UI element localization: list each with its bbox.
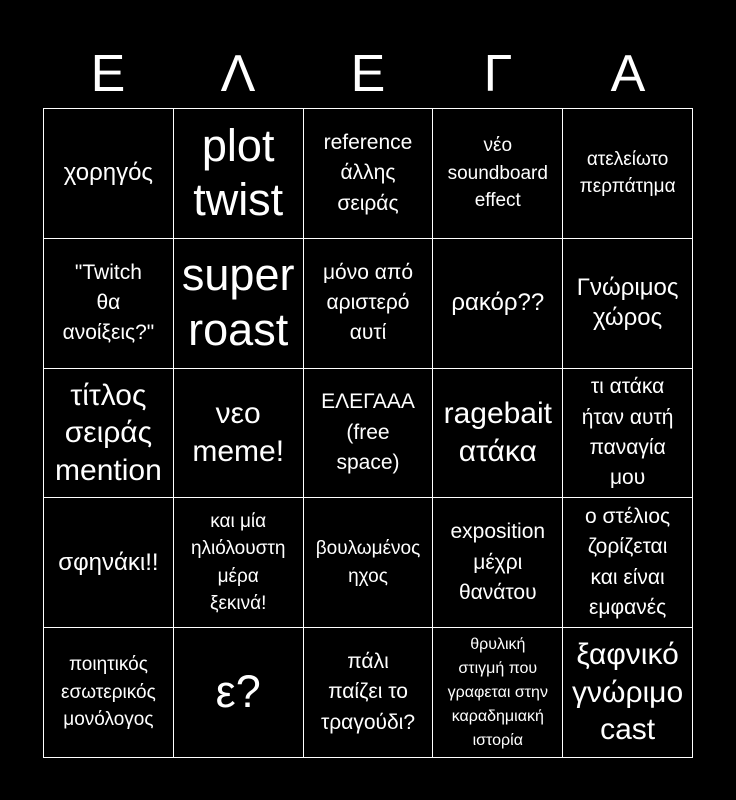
cell-text: σφηνάκι!! [58, 548, 159, 576]
bingo-cell[interactable] [563, 369, 693, 499]
bingo-cell[interactable] [304, 109, 434, 239]
cell-text: νεο meme! [192, 397, 285, 468]
header-letter: Ε [350, 45, 386, 103]
cell-text: τι ατάκα ήταν αυτή παναγία μου [581, 375, 674, 490]
cell-text: και μία ηλιόλουστη μέρα ξεκινά! [190, 510, 286, 615]
cell-text: ΕΛΕΓΑΑΑ (free space) [321, 390, 415, 475]
bingo-cell[interactable] [563, 239, 693, 369]
cell-text: exposition μέχρι θανάτου [450, 520, 546, 604]
cell-text: ξαφνικό γνώριμο cast [572, 638, 684, 747]
bingo-cell[interactable] [304, 498, 434, 628]
bingo-cell[interactable] [433, 369, 563, 499]
cell-text: θρυλική στιγμή που γραφεται στην καραδημιακή ιστορία [447, 635, 548, 749]
bingo-header [43, 40, 693, 108]
bingo-cell[interactable] [174, 239, 304, 369]
cell-text: πάλι παίζει το τραγούδι? [320, 649, 416, 734]
bingo-board [43, 108, 693, 758]
cell-text: Γνώριμος χώρος [576, 274, 679, 332]
bingo-cell[interactable] [433, 109, 563, 239]
bingo-cell[interactable] [44, 109, 174, 239]
bingo-cell[interactable] [174, 498, 304, 628]
cell-text: ο στέλιος ζορίζεται και είναι εμφανές [585, 504, 671, 620]
bingo-cell[interactable] [563, 628, 693, 758]
cell-text: plot twist [193, 119, 284, 226]
cell-text: super roast [181, 249, 295, 356]
cell-text: ποιητικός εσωτερικός μονόλογος [61, 654, 156, 731]
bingo-cell[interactable] [304, 628, 434, 758]
bingo-cell[interactable] [433, 498, 563, 628]
bingo-cell[interactable] [44, 369, 174, 499]
cell-text: βουλωμένος ηχος [315, 538, 421, 587]
cell-text: ragebait ατάκα [443, 397, 552, 468]
cell-text: χορηγός [63, 159, 153, 187]
cell-text: "Twitch θα ανοίξεις?" [62, 260, 155, 345]
bingo-cell[interactable] [563, 109, 693, 239]
cell-text: reference άλλης σειράς [323, 130, 413, 215]
bingo-cell[interactable] [44, 239, 174, 369]
cell-text: ρακόρ?? [451, 289, 545, 317]
bingo-cell[interactable] [44, 628, 174, 758]
cell-text: τίτλος σειράς mention [55, 378, 162, 487]
bingo-cell[interactable] [174, 628, 304, 758]
header-letter: Ε [90, 45, 126, 103]
bingo-cell[interactable] [44, 498, 174, 628]
header-letter: Α [610, 45, 646, 103]
bingo-cell free-space[interactable] [304, 369, 434, 499]
header-letter: Γ [483, 45, 513, 103]
bingo-cell[interactable] [174, 369, 304, 499]
cell-text: ατελείωτο περπάτημα [579, 148, 676, 198]
bingo-cell[interactable] [563, 498, 693, 628]
bingo-cell[interactable] [433, 628, 563, 758]
cell-text: ε? [215, 666, 261, 718]
bingo-cell[interactable] [304, 239, 434, 369]
header-letter: Λ [220, 45, 256, 103]
cell-text: νέο soundboard effect [447, 135, 548, 212]
bingo-cell[interactable] [174, 109, 304, 239]
cell-text: μόνο από αριστερό αυτί [322, 260, 414, 345]
bingo-cell[interactable] [433, 239, 563, 369]
